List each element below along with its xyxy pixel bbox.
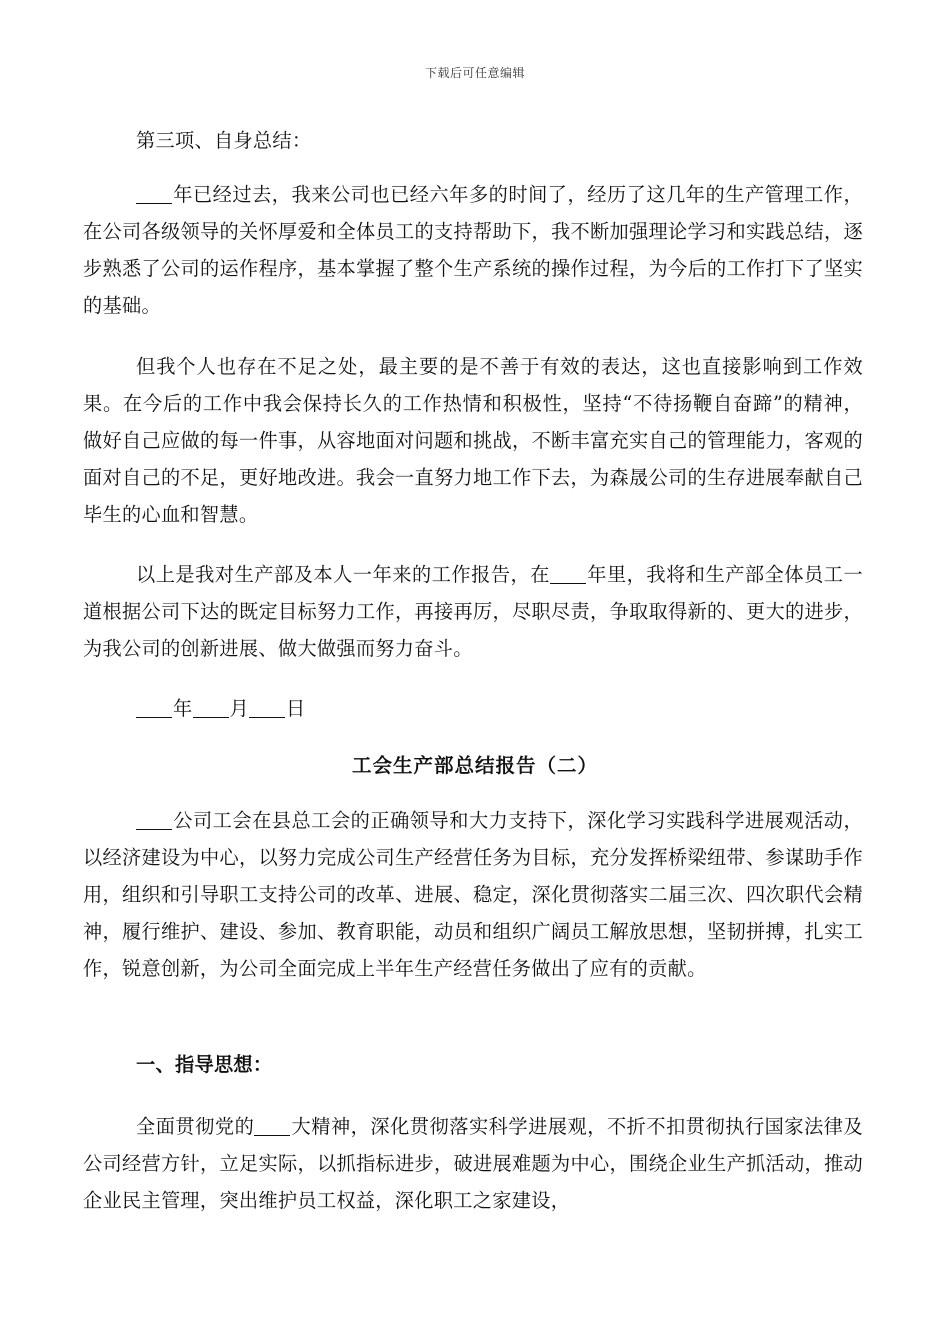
- blank-year: [136, 698, 172, 718]
- blank-field: [136, 184, 172, 204]
- blank-field: [254, 1116, 290, 1136]
- blank-field: [550, 564, 586, 584]
- date-line: 年 月 日: [83, 690, 863, 727]
- blank-field: [136, 810, 172, 830]
- paragraph-guiding-thought: 全面贯彻党的 大精神，深化贯彻落实科学进展观，不折不扣贯彻执行国家法律及公司经营方针，立足实际，以抓指标进步，破进展难题为中心，围绕企业生产抓活动，推动企业民主管理，突出维护员工权益，深化职工之家建设，: [83, 1115, 863, 1212]
- report-title: 工会生产部总结报告（二）: [351, 754, 598, 777]
- paragraph-closing: 以上是我对生产部及本人一年来的工作报告，在 年里，我将和生产部全体员工一道根据公司下达的既定目标努力工作，再接再厉，尽职尽责，争取取得新的、更大的进步，为我公司的创新进展、做大做强而努力奋斗。: [83, 563, 863, 660]
- paragraph-summary: 年已经过去，我来公司也已经六年多的时间了，经历了这几年的生产管理工作，在公司各级领导的关怀厚爱和全体员工的支持帮助下，我不断加强理论学习和实践总结，逐步熟悉了公司的运作程序，基本掌握了整个生产系统的操作过程，为今后的工作打下了坚实的基础。: [83, 183, 863, 317]
- blank-month: [193, 698, 229, 718]
- header-note: 下载后可任意编辑: [424, 66, 525, 80]
- paragraph-shortcomings: 但我个人也存在不足之处，最主要的是不善于有效的表达，这也直接影响到工作效果。在今后的工作中我会保持长久的工作热情和积极性，坚持“不待扬鞭自奋蹄”的精神，做好自己应做的每一件事，从容地面对问题和挑战，不断丰富充实自己的管理能力，客观的面对自己的不足，更好地改进。我会一直努力地工作下去，为森晟公司的生存进展奉献自己毕生的心血和智慧。: [83, 355, 863, 526]
- section-heading: 第三项、自身总结：: [136, 129, 312, 152]
- blank-day: [249, 698, 285, 718]
- heading-guiding-thought: 一、指导思想：: [136, 1053, 273, 1076]
- paragraph-union-intro: 公司工会在县总工会的正确领导和大力支持下，深化学习实践科学进展观活动，以经济建设为中心，以努力完成公司生产经营任务为目标，充分发挥桥梁纽带、参谋助手作用，组织和引导职工支持公司的改革、进展、稳定，深化贯彻落实二届三次、四次职代会精神，履行维护、建设、参加、教育职能，动员和组织广阔员工解放思想，坚韧拼搏，扎实工作，锐意创新，为公司全面完成上半年生产经营任务做出了应有的贡献。: [83, 809, 863, 980]
